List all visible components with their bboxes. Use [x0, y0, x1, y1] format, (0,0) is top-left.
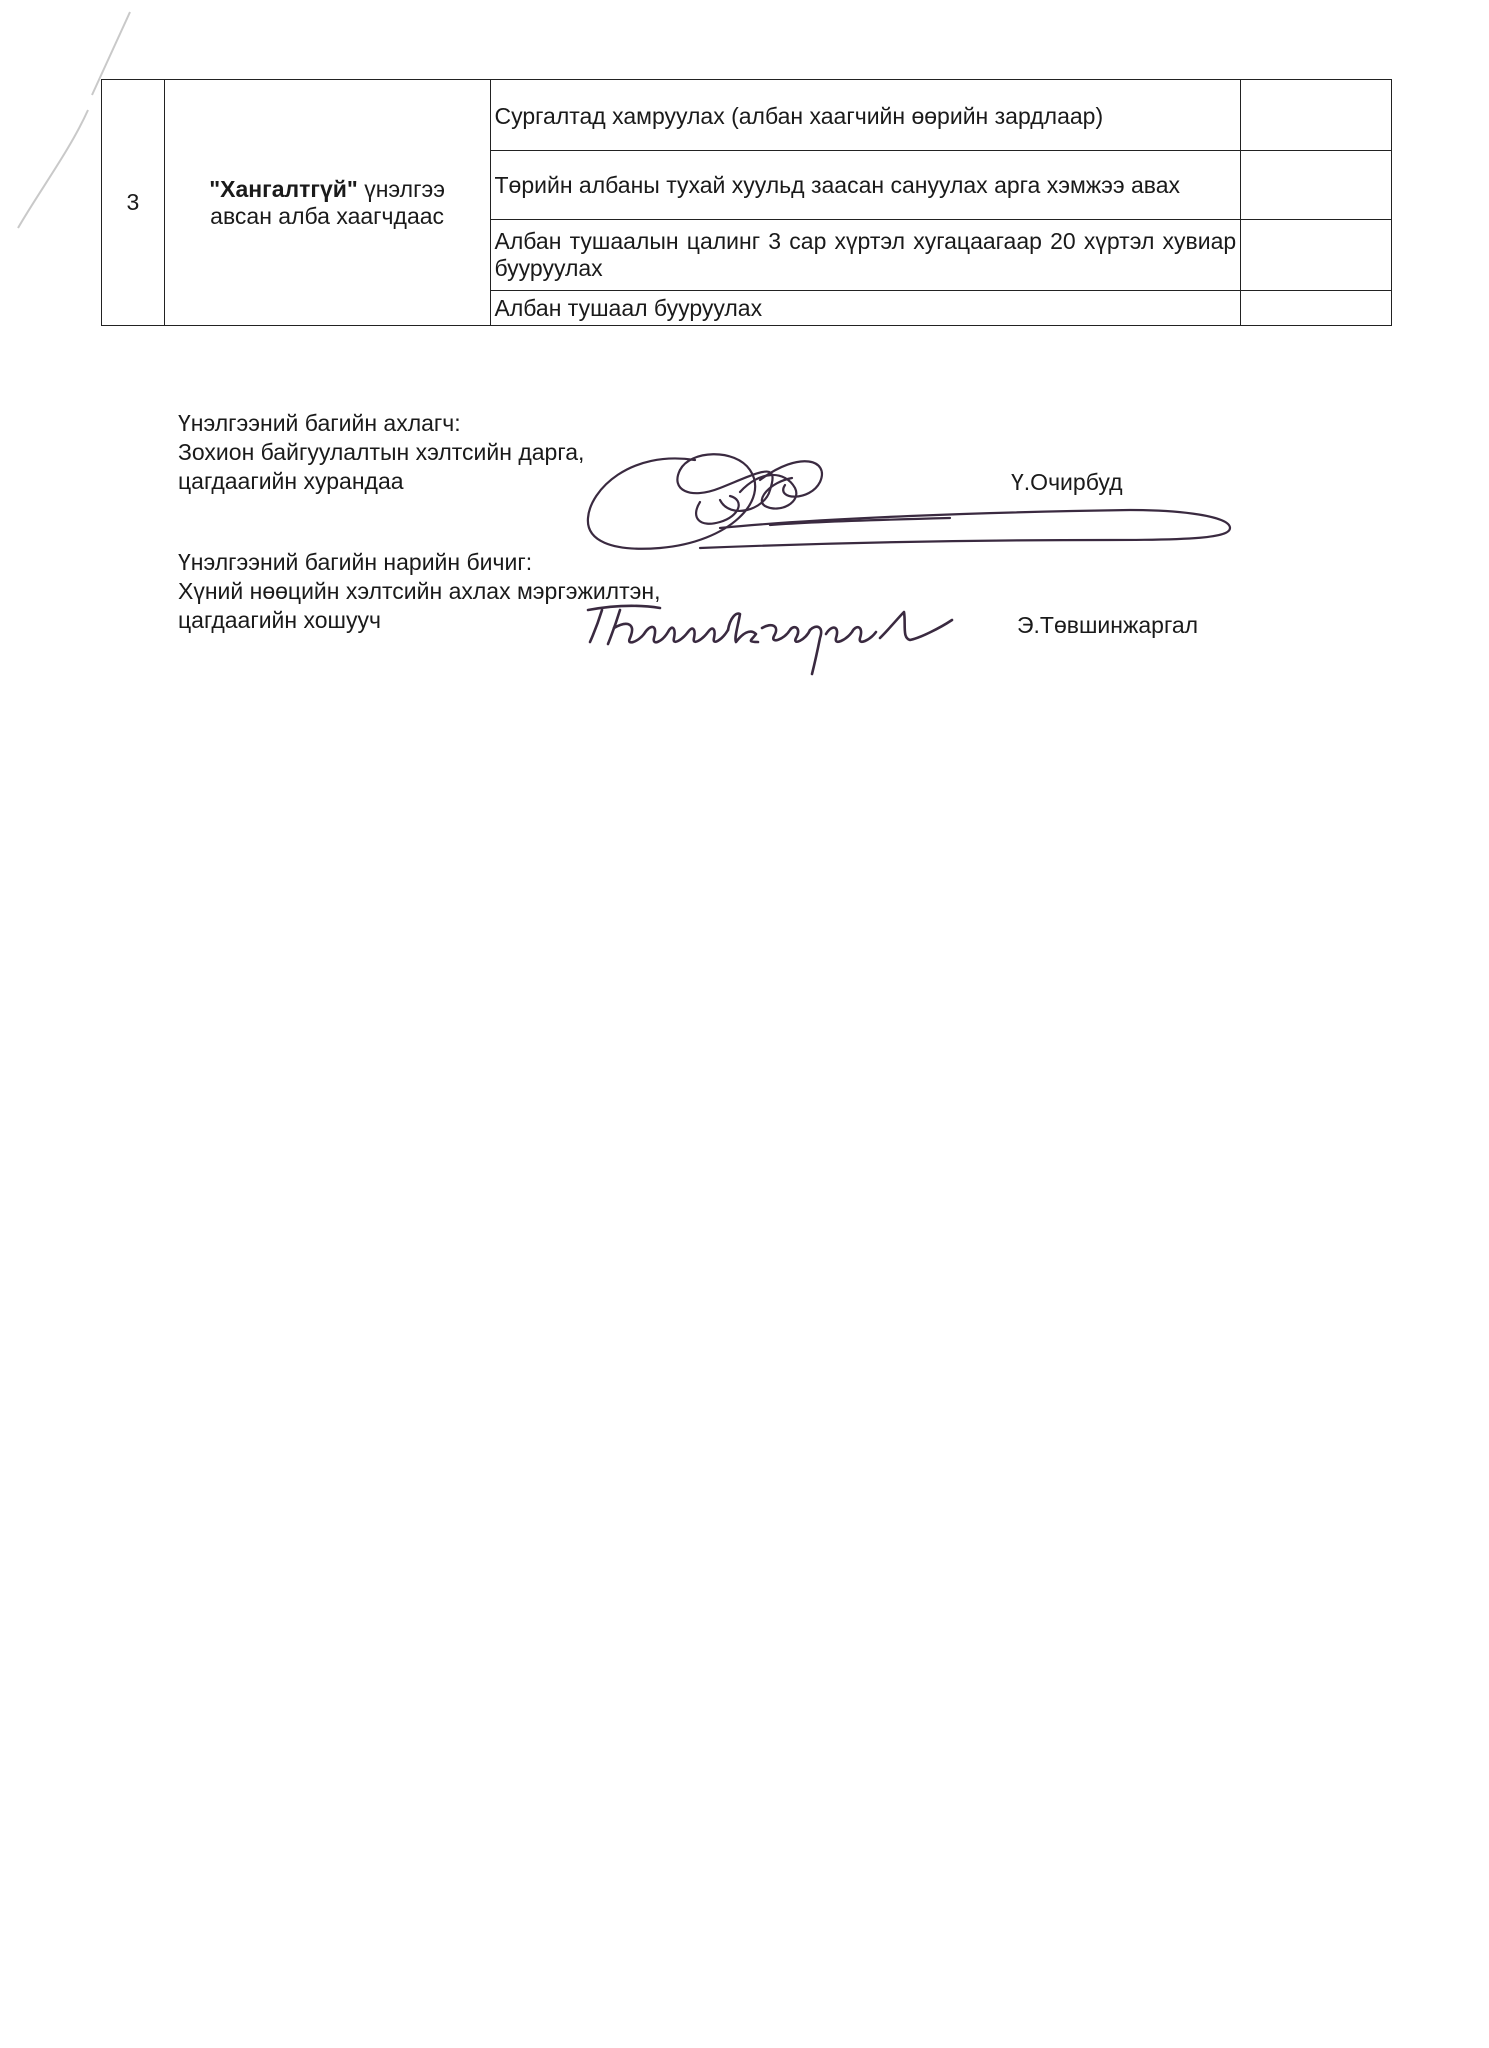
mark-cell [1241, 80, 1392, 151]
signatory-role-line: цагдаагийн хурандаа [178, 468, 404, 494]
signatory-1-role [178, 409, 584, 496]
measures-table [101, 79, 1392, 326]
signature-1-handwritten [570, 430, 1250, 570]
category-text-line2: авсан алба хаагчдаас [210, 202, 445, 229]
signatory-role-line: Зохион байгуулалтын хэлтсийн дарга, [178, 439, 585, 465]
mark-cell [1241, 220, 1392, 291]
signatory-role-line: Үнэлгээний багийн ахлагч: [178, 410, 461, 436]
category-bold-text: "Хангалтгүй" [209, 175, 358, 202]
action-cell: Албан тушаалын цалинг 3 сар хүртэл хугацаагаар 20 хүртэл хувиар бууруулах [490, 220, 1241, 291]
signatory-role-line: Үнэлгээний багийн нарийн бичиг: [178, 549, 533, 575]
action-cell: Албан тушаал бууруулах [490, 291, 1241, 326]
table-row [102, 80, 1392, 151]
signature-2-script: Төвшинжаргал [580, 676, 587, 677]
action-cell: Сургалтад хамруулах (албан хаагчийн өөрийн зардлаар) [490, 80, 1241, 151]
signatory-role-line: цагдаагийн хошууч [178, 607, 381, 633]
signature-2-handwritten [580, 598, 960, 678]
signatory-1-name: Ү.Очирбуд [1011, 469, 1123, 495]
signatory-role-line: Хүний нөөцийн хэлтсийн ахлах мэргэжилтэн, [178, 578, 661, 604]
mark-cell [1241, 291, 1392, 326]
mark-cell [1241, 151, 1392, 220]
category-text: үнэлгээ [357, 175, 445, 202]
category-cell [164, 80, 490, 326]
action-cell: Төрийн албаны тухай хуульд заасан сануулах арга хэмжээ авах [490, 151, 1241, 220]
row-number-cell: 3 [102, 80, 165, 326]
signatory-2-name: Э.Төвшинжаргал [1017, 612, 1199, 638]
